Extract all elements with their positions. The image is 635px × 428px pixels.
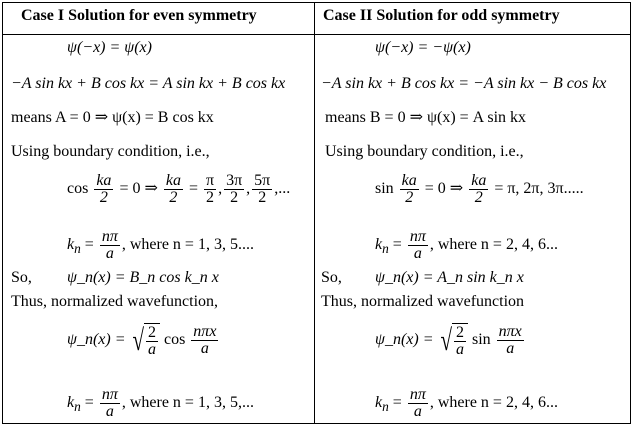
- right-cond-rhs: = π, 2π, 3π.....: [494, 180, 584, 198]
- right-final-kn-line: $k_n$ = $\frac{n\pi}{a}$ , where n = 2, 4, 6...: [375, 386, 558, 420]
- right-kn-where: , where n = 2, 4, 6...: [429, 236, 558, 254]
- right-psi-arg-num: nπx: [498, 323, 522, 340]
- right-so-label: So,: [321, 269, 342, 286]
- left-psi-arg-num: nπx: [193, 323, 217, 340]
- right-kn-frac: [408, 229, 428, 262]
- left-psi-sqrt-den: a: [147, 341, 156, 358]
- left-so-label: So,: [11, 269, 32, 286]
- left-psi-arg-den: a: [200, 340, 209, 357]
- left-psi-sqrt: √ $\frac{2}{a}$: [130, 323, 160, 358]
- right-cond-frac-den: 2: [405, 189, 414, 206]
- left-eq-symmetry: ψ(−x) = ψ(x): [67, 39, 152, 56]
- left-boundary-text: Using boundary condition, i.e.,: [11, 143, 210, 160]
- left-kn-where: , where n = 1, 3, 5....: [121, 236, 254, 254]
- left-final-where: , where n = 1, 3, 5,...: [121, 394, 254, 412]
- left-cond-mid: = 0 ⇒: [119, 180, 158, 198]
- left-cond-tail: ,...: [274, 180, 291, 198]
- header-divider: [3, 34, 630, 35]
- right-eq-symmetry: ψ(−x) = −ψ(x): [375, 39, 471, 56]
- left-cond-rhs1-den: 2: [206, 189, 215, 206]
- right-psi-sqrt-frac: [454, 325, 466, 358]
- left-psi-arg: [191, 324, 218, 357]
- left-kn-num: nπ: [101, 228, 118, 245]
- right-column-header: Case II Solution for odd symmetry: [323, 7, 560, 24]
- left-psi-sqrt-num: 2: [147, 324, 156, 341]
- left-kn-symbol: k: [67, 236, 75, 254]
- left-cond-rhs1: [204, 173, 216, 206]
- left-eq-expansion: −A sin kx + B cos kx = A sin kx + B cos kx: [11, 75, 286, 92]
- left-cond-frac-den: 2: [99, 189, 108, 206]
- right-psi-sqrt-den: a: [455, 341, 464, 358]
- left-cond-frac-num: ka: [96, 172, 112, 189]
- left-cond-frac2: [164, 173, 183, 206]
- left-final-kn-den: a: [105, 403, 114, 420]
- right-final-kn-den: a: [413, 403, 422, 420]
- right-psi-sqrt: √ $\frac{2}{a}$: [438, 323, 468, 358]
- right-final-where: , where n = 2, 4, 6...: [429, 394, 558, 412]
- right-cond-frac2: [469, 173, 488, 206]
- left-final-kn-line: $k_n$ = $\frac{n\pi}{a}$ , where n = 1, 3, 5,...: [67, 386, 254, 420]
- right-psi-line: [375, 323, 526, 358]
- left-final-kn-num: nπ: [101, 386, 118, 403]
- left-psi-line: [67, 323, 220, 358]
- right-cond-trig: sin: [375, 180, 394, 198]
- right-psi-arg: [497, 324, 524, 357]
- left-cond-frac: [94, 173, 113, 206]
- right-cond-frac: [400, 173, 419, 206]
- right-cond-frac2-den: 2: [474, 189, 483, 206]
- left-kn-line: $k_n$ = $\frac{n\pi}{a}$ , where n = 1, 3, 5....: [67, 228, 254, 262]
- left-cond-rhs2-den: 2: [230, 189, 239, 206]
- left-thus-text: Thus, normalized wavefunction,: [11, 293, 219, 310]
- left-kn-den: a: [105, 245, 114, 262]
- right-psi-trig: sin: [471, 331, 491, 349]
- right-eq-expansion: −A sin kx + B cos kx = −A sin kx − B cos kx: [321, 75, 607, 92]
- left-cond-frac2-den: 2: [169, 189, 178, 206]
- right-cond-frac2-num: ka: [471, 172, 487, 189]
- solution-table: [2, 2, 631, 424]
- right-psi-arg-den: a: [506, 340, 515, 357]
- right-kn-line: $k_n$ = $\frac{n\pi}{a}$ , where n = 2, 4, 6...: [375, 228, 558, 262]
- right-means-line: means B = 0 ⇒ ψ(x) = A sin kx: [325, 109, 527, 126]
- right-psi-sqrt-num: 2: [455, 324, 464, 341]
- left-kn-subscript: n: [74, 241, 81, 257]
- right-boundary-text: Using boundary condition, i.e.,: [325, 143, 524, 160]
- left-cond-rhs1-num: π: [206, 172, 215, 189]
- right-thus-text: Thus, normalized wavefunction: [321, 293, 525, 310]
- right-kn-den: a: [413, 245, 422, 262]
- left-psi-trig: cos: [163, 331, 186, 349]
- column-divider: [314, 3, 315, 423]
- right-final-kn-frac: [408, 387, 428, 420]
- left-psi-lhs: ψ_n(x) =: [67, 331, 126, 349]
- left-cond-frac2-num: ka: [165, 172, 181, 189]
- right-final-kn-num: nπ: [409, 386, 426, 403]
- left-cond-rhs3-num: 5π: [254, 172, 271, 189]
- left-cond-rhs3: [252, 173, 272, 206]
- left-final-kn-frac: [100, 387, 120, 420]
- left-psi-sqrt-frac: [146, 325, 158, 358]
- left-so-eq: ψ_n(x) = B_n cos k_n x: [67, 269, 219, 286]
- right-cond-frac-num: ka: [401, 172, 417, 189]
- left-cond-rhs3-den: 2: [258, 189, 267, 206]
- right-kn-num: nπ: [409, 228, 426, 245]
- left-cond-rhs2: [224, 173, 244, 206]
- right-cond-mid: = 0 ⇒: [424, 180, 464, 198]
- left-kn-frac: [100, 229, 120, 262]
- left-boundary-condition: cos $\frac{ka}{2}$ = 0 ⇒ $\frac{ka}{2}$ = $\frac{\pi}{2}$ , $\frac{3\pi}{2}$ , $\frac{5\pi}{2}$ ,...: [67, 172, 291, 206]
- right-boundary-condition: [375, 173, 584, 206]
- right-so-eq: ψ_n(x) = A_n sin k_n x: [375, 269, 524, 286]
- right-psi-lhs: ψ_n(x) =: [375, 331, 434, 349]
- left-means-line: means A = 0 ⇒ ψ(x) = B cos kx: [11, 109, 214, 126]
- left-cond-rhs2-num: 3π: [226, 172, 243, 189]
- left-cond-trig: cos: [67, 180, 89, 198]
- left-column-header: Case I Solution for even symmetry: [21, 7, 257, 24]
